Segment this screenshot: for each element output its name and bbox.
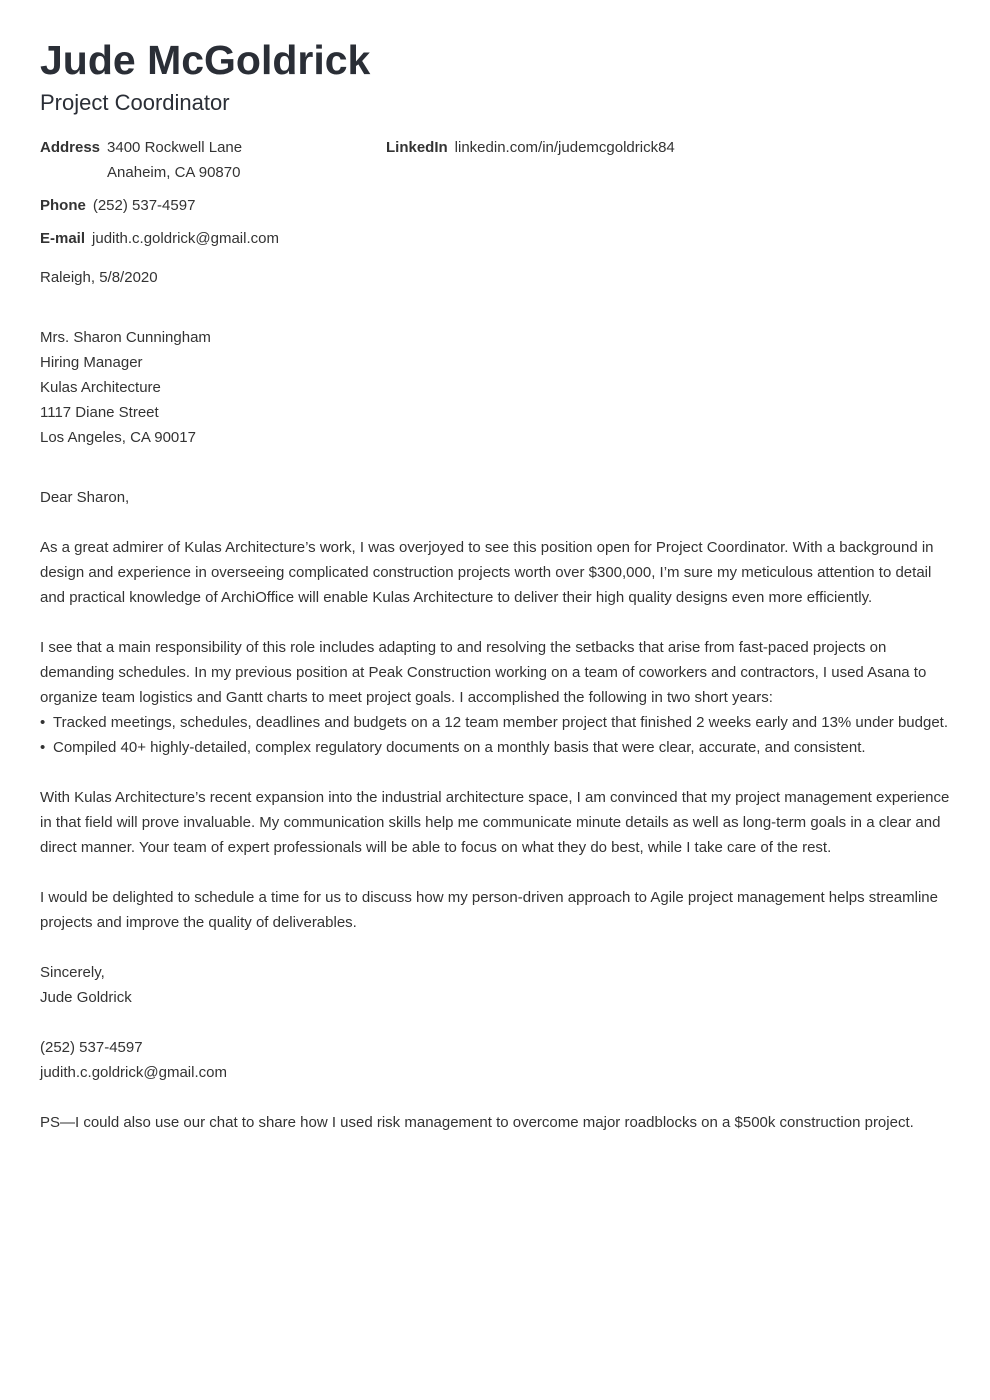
signoff-phone: (252) 537-4597 — [40, 1039, 143, 1056]
address-line-2: Anaheim, CA 90870 — [107, 164, 241, 181]
linkedin-label: LinkedIn — [386, 139, 448, 156]
contact-block — [40, 135, 950, 255]
phone-value: (252) 537-4597 — [92, 197, 196, 214]
address-value — [107, 135, 242, 185]
linkedin-value: linkedin.com/in/judemcgoldrick84 — [454, 139, 675, 156]
email-value: judith.c.goldrick@gmail.com — [92, 230, 279, 247]
recipient-street: 1117 Diane Street — [40, 404, 159, 421]
recipient-title: Hiring Manager — [40, 354, 143, 371]
salutation: Dear Sharon, — [40, 489, 130, 506]
applicant-name: Jude McGoldrick — [40, 37, 371, 83]
paragraph-call-to-action: I would be delighted to schedule a time for us to discuss how my person-driven approach to Agile project management helps streamline projects and improve the quality of deliverables. — [40, 889, 938, 931]
paragraph-responsibilities: I see that a main responsibility of this role includes adapting to and resolving the setbacks that arise from fast-paced projects on demanding schedules. In my previous position at Peak Construction working on a team of coworkers and contractors, I used Asana to organize team logistics and Gantt charts to meet project goals. I accomplished the following in two short years: — [40, 639, 927, 706]
address-line-1: 3400 Rockwell Lane — [107, 139, 243, 156]
postscript: PS—I could also use our chat to share how I used risk management to overcome major roadblocks on a $500k construction project. — [40, 1114, 914, 1131]
recipient-block — [40, 325, 950, 450]
email-row — [40, 226, 380, 251]
paragraph-responsibilities-block — [40, 635, 950, 760]
applicant-title: Project Coordinator — [40, 90, 230, 115]
list-item-text: Compiled 40+ highly-detailed, complex regulatory documents on a monthly basis that were clear, accurate, and consistent. — [53, 739, 866, 756]
recipient-company: Kulas Architecture — [40, 379, 161, 396]
achievements-list — [40, 710, 950, 760]
phone-label: Phone — [40, 197, 86, 214]
signoff-email: judith.c.goldrick@gmail.com — [40, 1064, 227, 1081]
list-item — [40, 735, 950, 760]
bullet-icon: • — [40, 739, 46, 756]
email-label: E-mail — [40, 230, 86, 247]
signature-name: Jude Goldrick — [40, 989, 132, 1006]
phone-row — [40, 193, 380, 218]
closing-block — [40, 960, 950, 1010]
date-line: Raleigh, 5/8/2020 — [40, 269, 158, 286]
contact-right-column — [386, 135, 675, 160]
bullet-icon: • — [40, 714, 46, 731]
contact-left-column — [40, 135, 380, 251]
list-item-text: Tracked meetings, schedules, deadlines and budgets on a 12 team member project that finished 2 weeks early and 13% under budget. — [53, 714, 948, 731]
linkedin-row — [386, 135, 675, 160]
recipient-city: Los Angeles, CA 90017 — [40, 429, 196, 446]
valediction: Sincerely, — [40, 964, 105, 981]
paragraph-intro: As a great admirer of Kulas Architecture’s work, I was overjoyed to see this position open for Project Coordinator. With a background in design and experience in overseeing complicated construction projects worth over $300,000, I’m sure my meticulous attention to detail and practical knowledge of ArchiOffice will enable Kulas Architecture to deliver their high quality designs even more efficiently. — [40, 539, 934, 606]
paragraph-expansion: With Kulas Architecture’s recent expansion into the industrial architecture space, I am convinced that my project management experience in that field will prove invaluable. My communication skills help me communicate minute details as well as long-term goals in a clear and direct manner. Your team of expert professionals will be able to focus on what they do best, while I take care of the rest. — [40, 789, 950, 856]
list-item — [40, 710, 950, 735]
recipient-name: Mrs. Sharon Cunningham — [40, 329, 211, 346]
signoff-contact-block — [40, 1035, 950, 1085]
address-label: Address — [40, 139, 101, 156]
address-row — [40, 135, 380, 185]
